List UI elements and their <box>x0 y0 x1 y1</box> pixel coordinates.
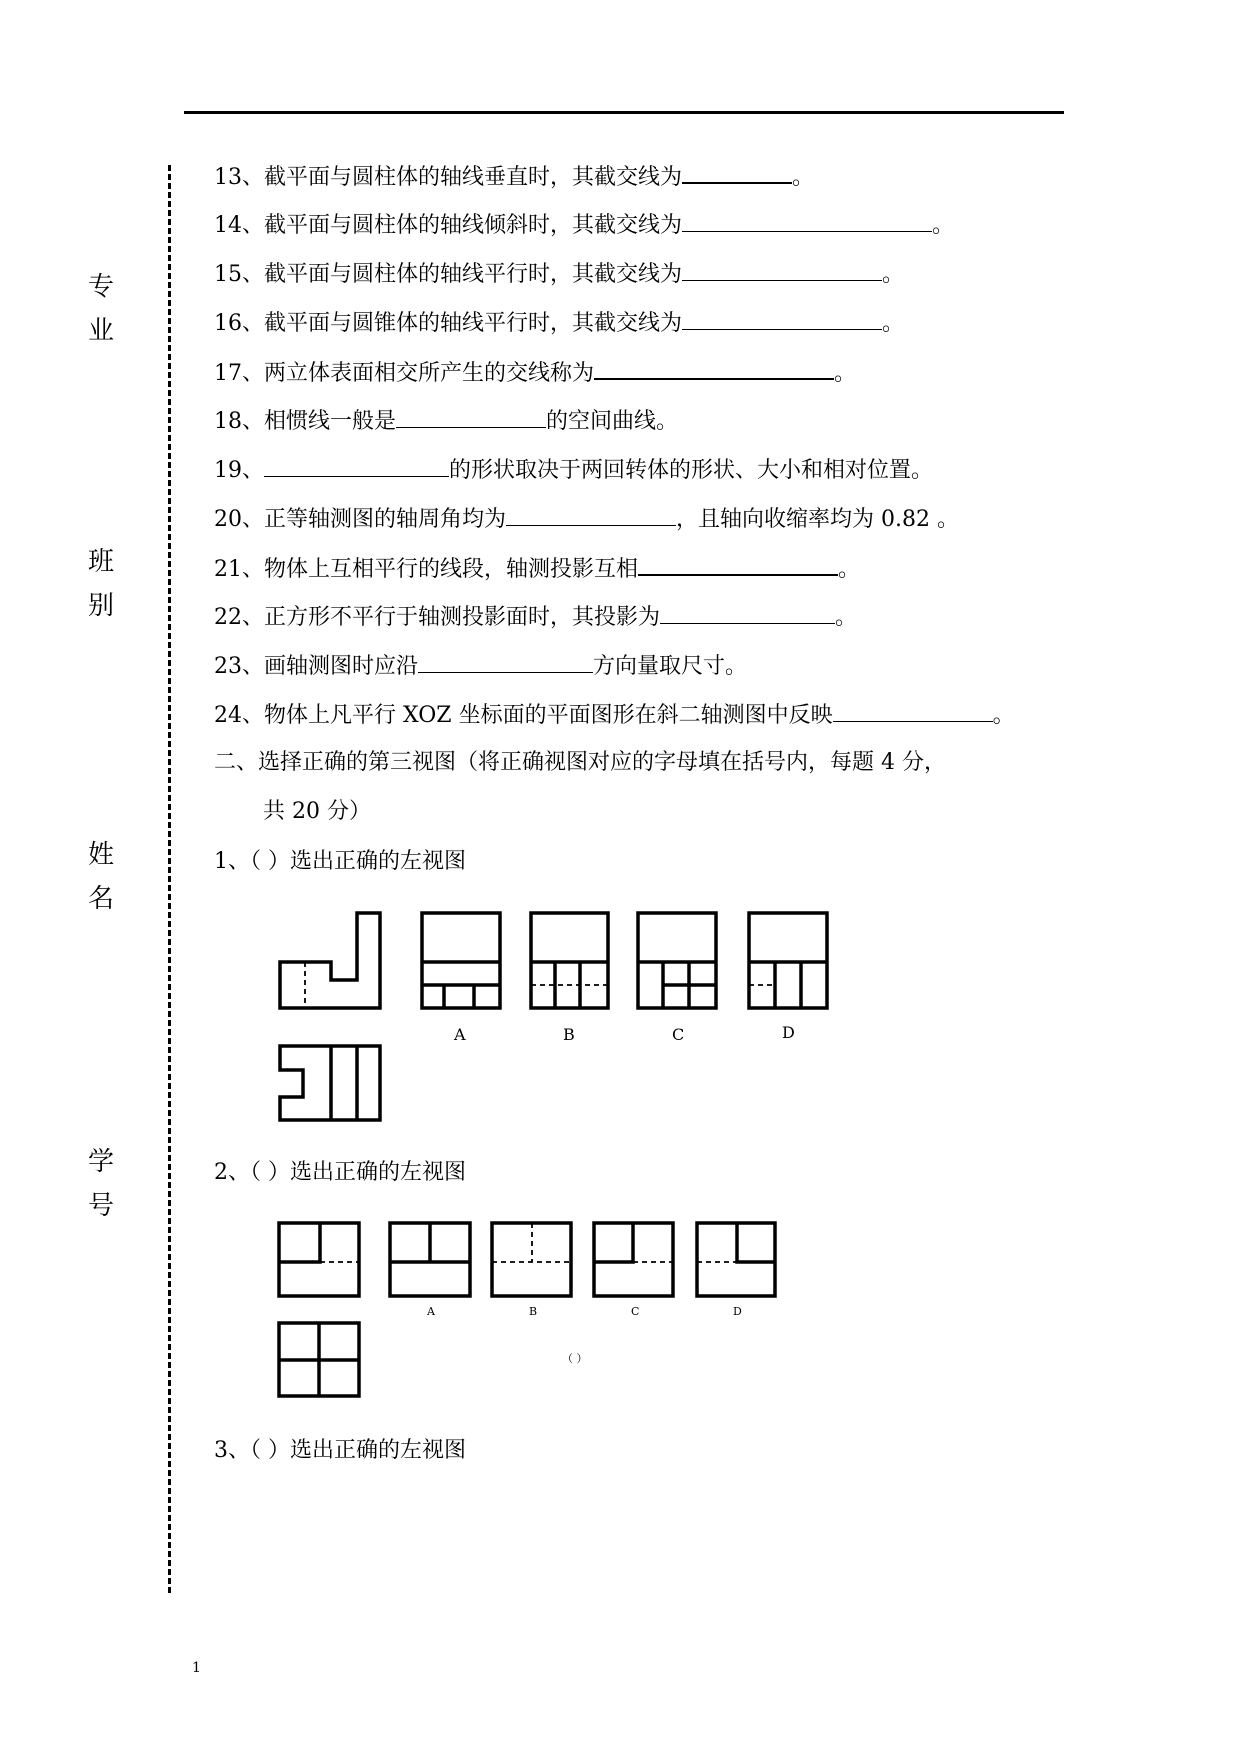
choice-question-2: 2、（ ）选出正确的左视图 <box>214 1160 466 1185</box>
fig2-label-c: C <box>631 1305 640 1318</box>
question-15: 15、截平面与圆柱体的轴线平行时，其截交线为 。 <box>214 258 904 290</box>
section-2-heading-cont: 共 20 分） <box>263 799 371 824</box>
side-label-major: 专 业 <box>88 272 115 346</box>
fig2-top-view <box>279 1323 359 1396</box>
fig1-label-c: C <box>672 1025 685 1044</box>
fig2-label-a: A <box>427 1305 435 1318</box>
question-14: 14、截平面与圆柱体的轴线倾斜时，其截交线为 。 <box>214 209 954 241</box>
question-20: 20、正等轴测图的轴周角均为 ，且轴向收缩率均为 0.82 。 <box>214 503 959 535</box>
fig2-option-c <box>594 1223 673 1296</box>
fig2-front-view <box>279 1223 359 1296</box>
page-number: 1 <box>192 1660 201 1676</box>
fig2-option-d <box>697 1223 775 1296</box>
question-22: 22、正方形不平行于轴测投影面时，其投影为 。 <box>214 601 857 633</box>
choice-question-1: 1、（ ）选出正确的左视图 <box>214 849 466 874</box>
question-17: 17、两立体表面相交所产生的交线称为 。 <box>214 356 856 389</box>
fig2-label-b: B <box>529 1305 538 1318</box>
choice-question-3: 3、（ ）选出正确的左视图 <box>214 1438 466 1463</box>
fig1-label-b: B <box>563 1025 575 1044</box>
fig1-label-a: A <box>454 1025 466 1044</box>
side-label-student-id: 学 号 <box>88 1147 115 1221</box>
fig2-label-d: D <box>733 1305 742 1318</box>
question-24: 24、物体上凡平行 XOZ 坐标面的平面图形在斜二轴测图中反映 。 <box>214 699 1015 731</box>
fig2-option-b <box>492 1223 571 1296</box>
fig1-label-d: D <box>782 1023 795 1042</box>
question-21: 21、物体上互相平行的线段，轴测投影互相 。 <box>214 552 860 585</box>
fig2-option-a <box>390 1223 470 1296</box>
question-23: 23、画轴测图时应沿 方向量取尺寸。 <box>214 650 747 682</box>
question-13: 13、截平面与圆柱体的轴线垂直时，其截交线为 。 <box>214 160 814 193</box>
section-2-heading: 二、选择正确的第三视图（将正确视图对应的字母填在括号内，每题 4 分， <box>214 750 946 775</box>
side-label-class: 班 别 <box>88 547 115 621</box>
question-16: 16、截平面与圆锥体的轴线平行时，其截交线为 。 <box>214 307 904 339</box>
side-label-name: 姓 名 <box>88 840 115 914</box>
question-19: 19、 的形状取决于两回转体的形状、大小和相对位置。 <box>214 454 933 486</box>
fig2-paren: （ ） <box>562 1352 588 1365</box>
question-18: 18、相惯线一般是 的空间曲线。 <box>214 405 678 437</box>
